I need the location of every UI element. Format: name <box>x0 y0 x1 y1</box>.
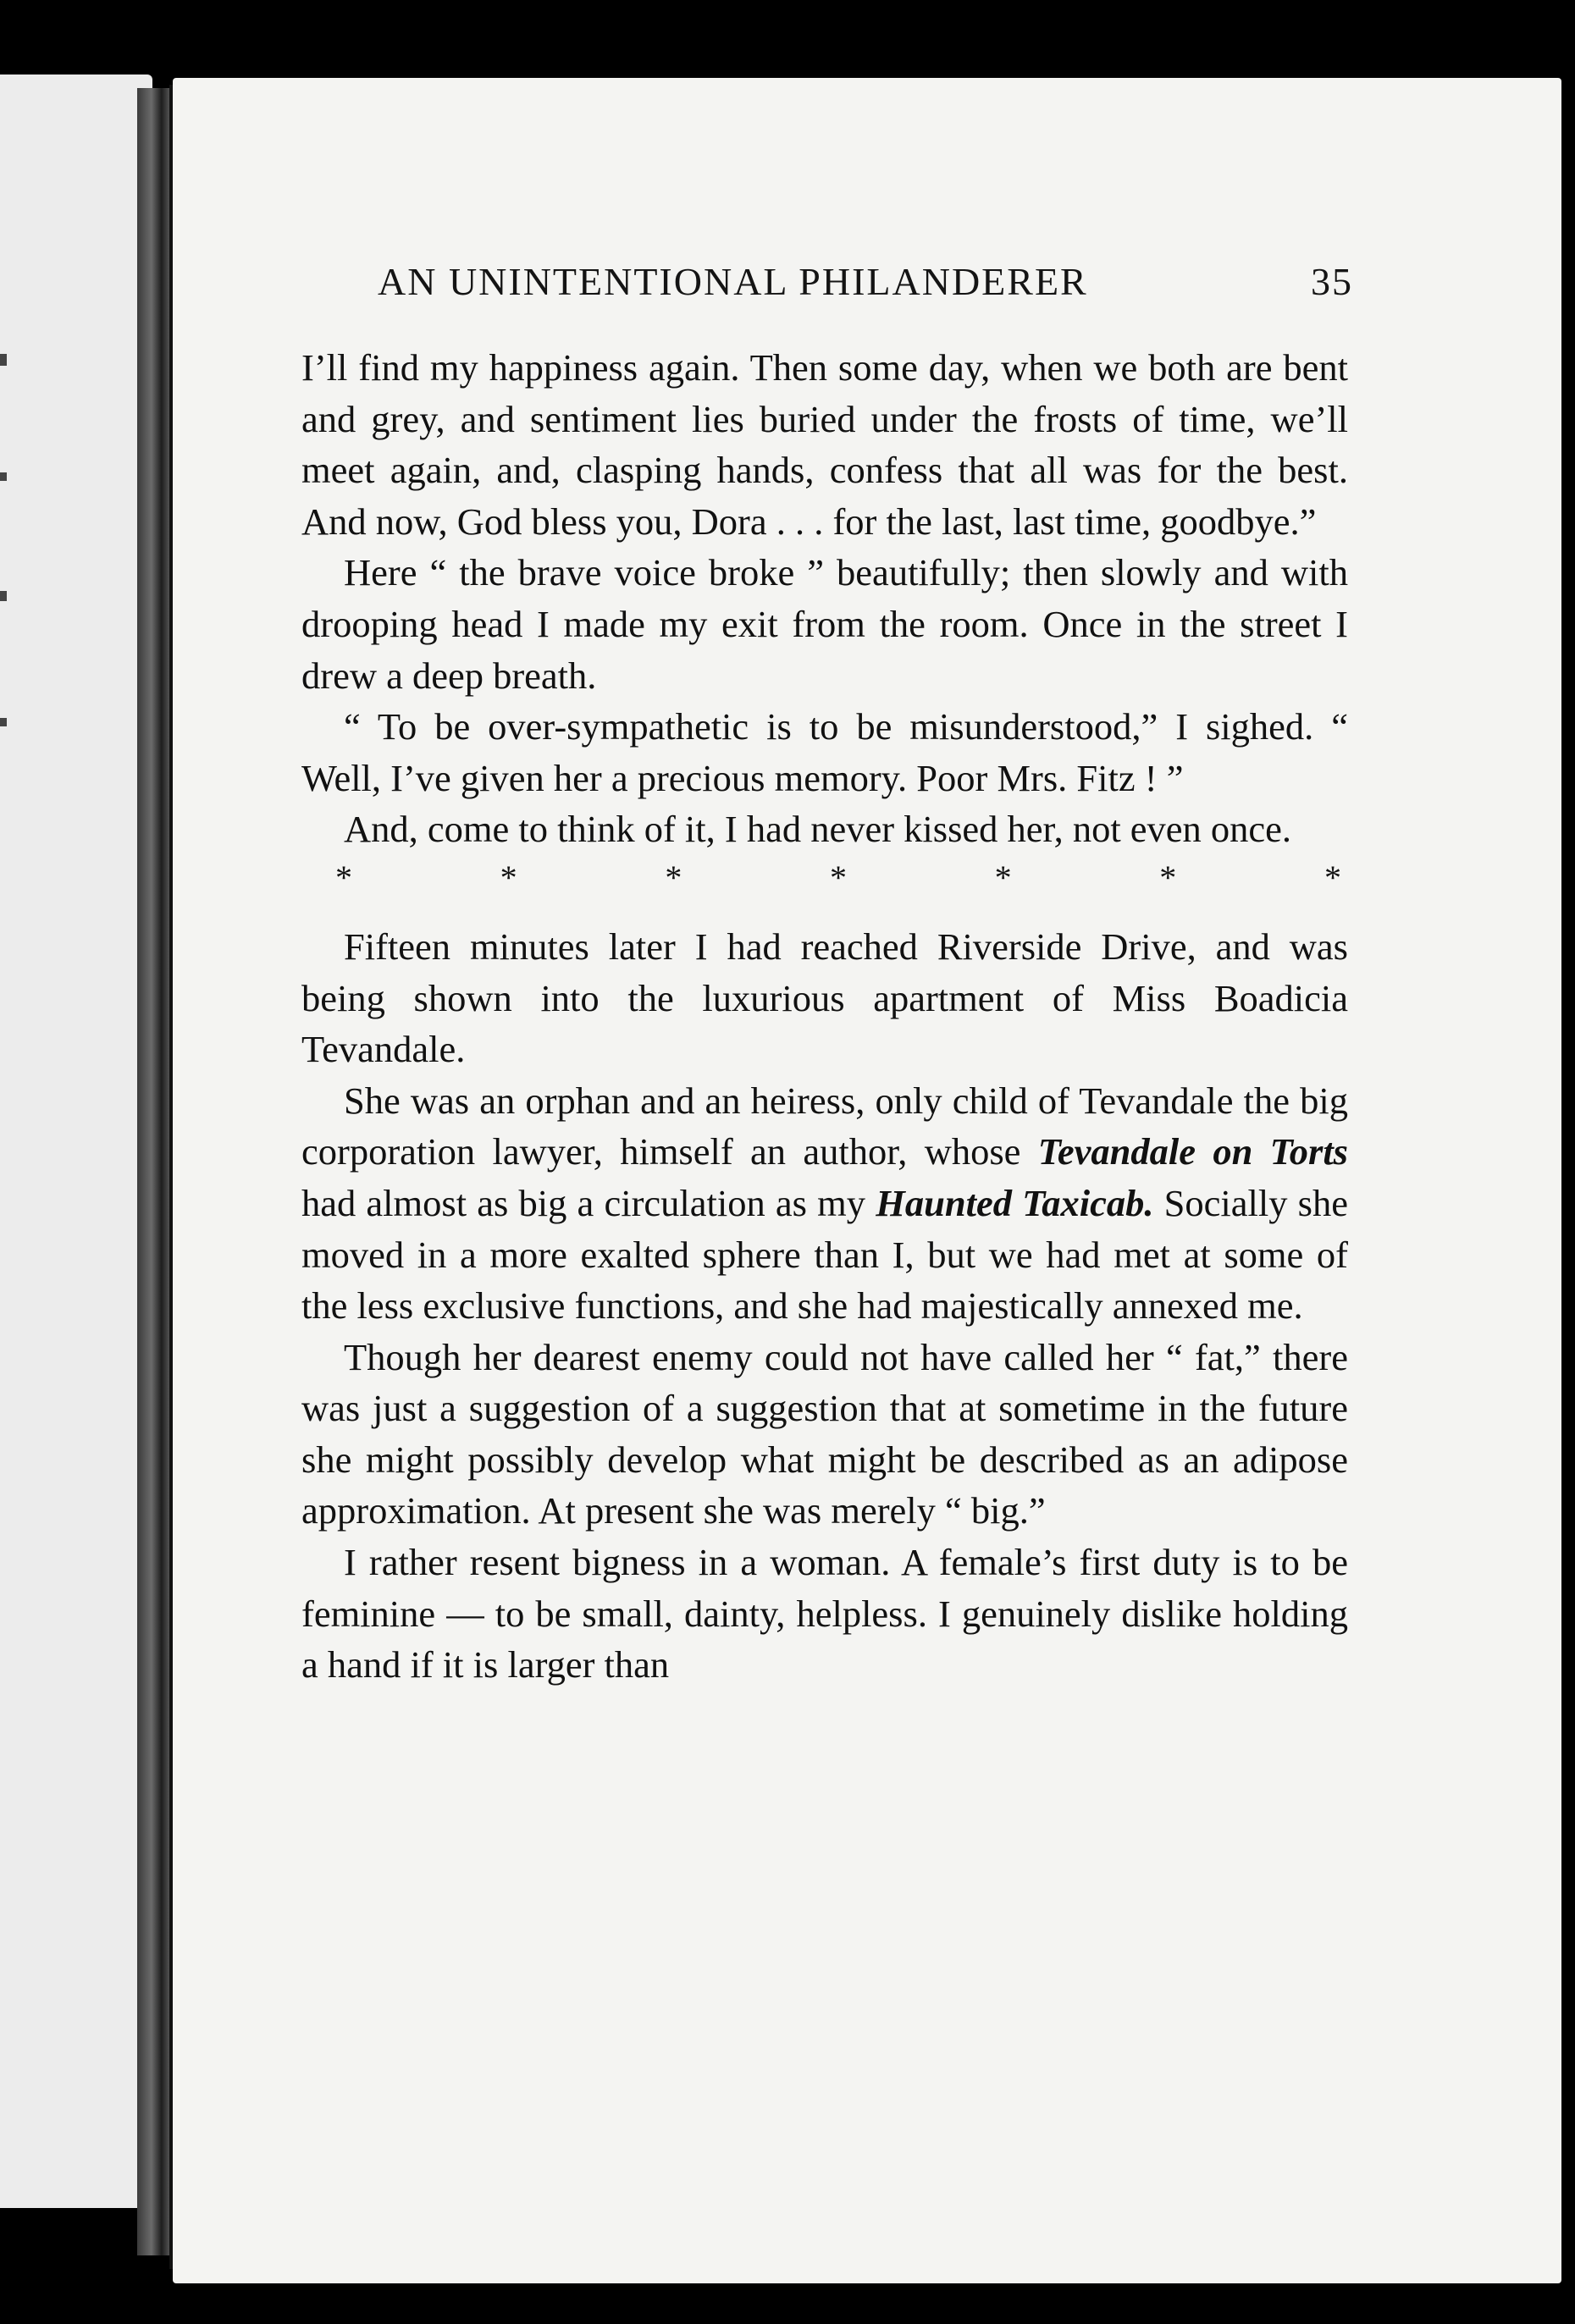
paragraph <box>301 1075 1348 1332</box>
asterism: * <box>829 858 847 897</box>
asterism: * <box>665 858 682 897</box>
italic-title: Tevandale on Torts <box>1037 1130 1348 1173</box>
page-number: 35 <box>1311 260 1353 303</box>
paragraph <box>301 803 1348 855</box>
italic-title: Haunted Taxicab. <box>876 1181 1154 1224</box>
paragraph <box>301 921 1348 1075</box>
paragraph-text: Fifteen minutes later I had reached Riverside Drive, and was being shown into the luxurious apartment of Miss Boadicia Tevandale. <box>301 925 1348 1071</box>
facing-page-mark <box>0 591 7 601</box>
asterism: * <box>1159 858 1177 897</box>
facing-page-edge <box>0 75 152 2208</box>
paragraph <box>301 342 1348 547</box>
paragraph <box>301 1537 1348 1691</box>
facing-page-mark <box>0 354 7 366</box>
running-head-title: AN UNINTENTIONAL PHILANDERER <box>378 260 1088 303</box>
asterism: * <box>335 858 352 897</box>
section-break <box>301 855 1348 921</box>
asterism: * <box>994 858 1012 897</box>
paragraph-text: She was an orphan and an heiress, only child of Tevandale the big corporation lawyer, himself an author, whose <box>301 1079 1348 1173</box>
paragraph <box>301 701 1348 803</box>
paragraph-text: Socially she moved in a more exalted sphere than I, but we had met at some of the less exclusive functions, and she had majestically annexed me. <box>301 1181 1348 1328</box>
running-head <box>378 259 1353 304</box>
facing-page-mark <box>0 718 7 726</box>
body-text <box>301 342 1348 1691</box>
asterism: * <box>500 858 517 897</box>
paragraph-text: I rather resent bigness in a woman. A female’s first duty is to be feminine — to be small, dainty, helpless. I genuinely dislike holding a hand if it is larger than <box>301 1541 1348 1686</box>
facing-page-mark <box>0 472 7 481</box>
paragraph <box>301 1332 1348 1537</box>
paragraph-text: I’ll find my happiness again. Then some day, when we both are bent and grey, and sentiment lies buried under the frosts of time, we’ll meet again, and, clasping hands, confess that all was for the best. And now, God bless you, Dora . . . for the last, last time, goodbye.” <box>301 346 1348 543</box>
asterism: * <box>1324 858 1341 897</box>
paragraph-text: Though her dearest enemy could not have called her “ fat,” there was just a suggestion of a suggestion that at sometime in the future she might possibly develop what might be described as an adipose approximation. At present she was merely “ big.” <box>301 1335 1348 1532</box>
paragraph-text: “ To be over-sympathetic is to be misunderstood,” I sighed. “ Well, I’ve given her a precious memory. Poor Mrs. Fitz ! ” <box>301 705 1348 799</box>
paragraph-text: had almost as big a circulation as my <box>301 1181 876 1224</box>
paragraph-text: And, come to think of it, I had never kissed her, not even once. <box>344 808 1292 851</box>
paragraph <box>301 547 1348 701</box>
paragraph-text: Here “ the brave voice broke ” beautifully; then slowly and with drooping head I made my exit from the room. Once in the street I drew a deep breath. <box>301 551 1348 697</box>
